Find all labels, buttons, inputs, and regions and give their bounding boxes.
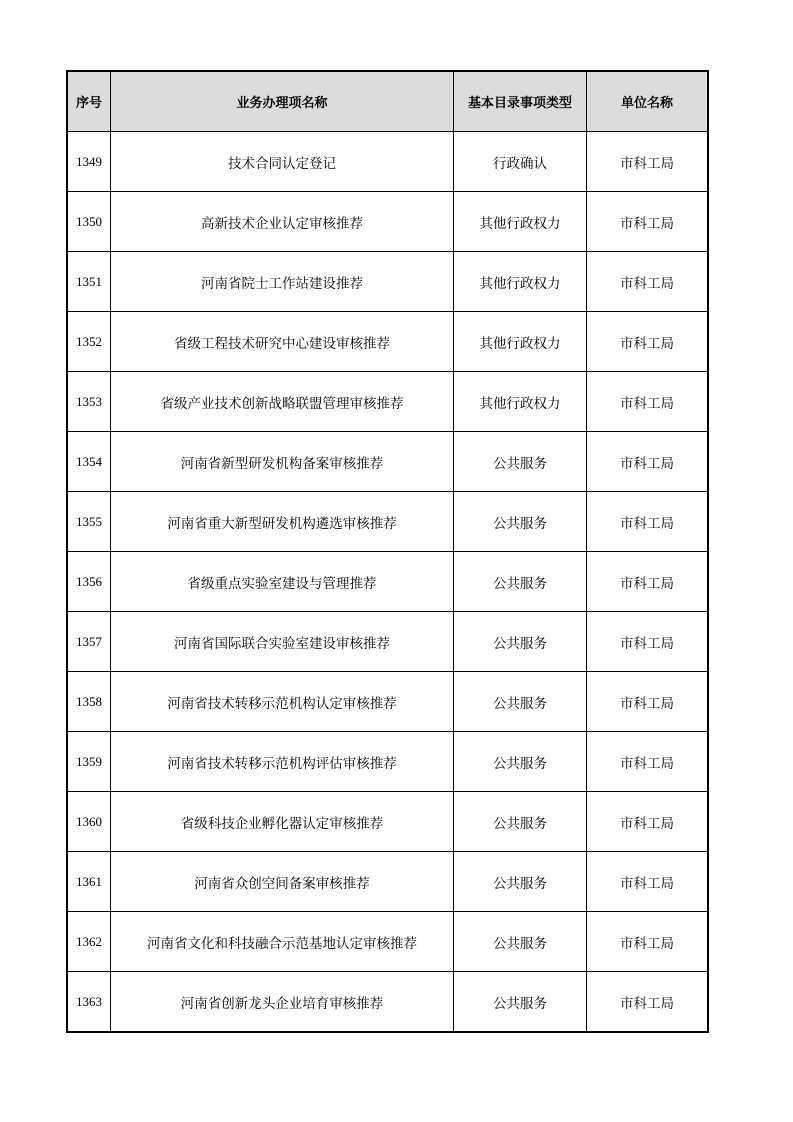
header-item-name: 业务办理项名称: [111, 72, 454, 132]
table-body: [68, 132, 708, 1032]
cell-seq: 1349: [68, 132, 111, 192]
items-table: [67, 71, 708, 1032]
table-row: [68, 792, 708, 852]
header-row: [68, 72, 708, 132]
table-row: [68, 732, 708, 792]
cell-unit-name: 市科工局: [587, 852, 708, 912]
table-row: [68, 612, 708, 672]
cell-seq: 1363: [68, 972, 111, 1032]
table-row: [68, 672, 708, 732]
cell-seq: 1361: [68, 852, 111, 912]
cell-unit-name: 市科工局: [587, 972, 708, 1032]
table-row: [68, 312, 708, 372]
cell-item-type: 其他行政权力: [454, 312, 587, 372]
cell-unit-name: 市科工局: [587, 612, 708, 672]
table-row: [68, 912, 708, 972]
table-row: [68, 852, 708, 912]
cell-unit-name: 市科工局: [587, 732, 708, 792]
cell-item-name: 省级产业技术创新战略联盟管理审核推荐: [111, 372, 454, 432]
cell-item-type: 公共服务: [454, 852, 587, 912]
cell-unit-name: 市科工局: [587, 492, 708, 552]
cell-seq: 1356: [68, 552, 111, 612]
cell-seq: 1358: [68, 672, 111, 732]
cell-item-name: 河南省新型研发机构备案审核推荐: [111, 432, 454, 492]
cell-seq: 1359: [68, 732, 111, 792]
cell-item-type: 公共服务: [454, 492, 587, 552]
cell-item-type: 公共服务: [454, 972, 587, 1032]
cell-seq: 1353: [68, 372, 111, 432]
cell-item-type: 公共服务: [454, 612, 587, 672]
cell-unit-name: 市科工局: [587, 312, 708, 372]
cell-item-name: 河南省众创空间备案审核推荐: [111, 852, 454, 912]
cell-unit-name: 市科工局: [587, 912, 708, 972]
table-header: [68, 72, 708, 132]
header-unit-name: 单位名称: [587, 72, 708, 132]
cell-item-name: 技术合同认定登记: [111, 132, 454, 192]
table-row: [68, 132, 708, 192]
cell-seq: 1355: [68, 492, 111, 552]
table-row: [68, 432, 708, 492]
cell-seq: 1362: [68, 912, 111, 972]
cell-unit-name: 市科工局: [587, 432, 708, 492]
cell-item-name: 河南省创新龙头企业培育审核推荐: [111, 972, 454, 1032]
cell-item-name: 河南省技术转移示范机构评估审核推荐: [111, 732, 454, 792]
cell-seq: 1354: [68, 432, 111, 492]
cell-seq: 1351: [68, 252, 111, 312]
table-row: [68, 972, 708, 1032]
header-seq: 序号: [68, 72, 111, 132]
cell-item-name: 省级重点实验室建设与管理推荐: [111, 552, 454, 612]
cell-seq: 1350: [68, 192, 111, 252]
cell-item-name: 河南省文化和科技融合示范基地认定审核推荐: [111, 912, 454, 972]
cell-item-type: 公共服务: [454, 672, 587, 732]
cell-item-name: 河南省技术转移示范机构认定审核推荐: [111, 672, 454, 732]
cell-item-type: 其他行政权力: [454, 192, 587, 252]
cell-item-type: 公共服务: [454, 912, 587, 972]
cell-unit-name: 市科工局: [587, 672, 708, 732]
table-row: [68, 252, 708, 312]
cell-seq: 1357: [68, 612, 111, 672]
cell-item-name: 省级科技企业孵化器认定审核推荐: [111, 792, 454, 852]
cell-unit-name: 市科工局: [587, 792, 708, 852]
cell-item-type: 其他行政权力: [454, 372, 587, 432]
table-row: [68, 552, 708, 612]
cell-item-name: 河南省院士工作站建设推荐: [111, 252, 454, 312]
cell-item-type: 公共服务: [454, 792, 587, 852]
cell-item-type: 公共服务: [454, 552, 587, 612]
cell-unit-name: 市科工局: [587, 252, 708, 312]
cell-item-name: 高新技术企业认定审核推荐: [111, 192, 454, 252]
cell-item-name: 河南省国际联合实验室建设审核推荐: [111, 612, 454, 672]
document-sheet: [67, 71, 707, 1032]
header-item-type: 基本目录事项类型: [454, 72, 587, 132]
cell-seq: 1352: [68, 312, 111, 372]
cell-seq: 1360: [68, 792, 111, 852]
cell-item-type: 其他行政权力: [454, 252, 587, 312]
cell-item-type: 公共服务: [454, 732, 587, 792]
cell-item-name: 省级工程技术研究中心建设审核推荐: [111, 312, 454, 372]
cell-unit-name: 市科工局: [587, 132, 708, 192]
table-row: [68, 492, 708, 552]
cell-unit-name: 市科工局: [587, 372, 708, 432]
table-row: [68, 192, 708, 252]
cell-unit-name: 市科工局: [587, 192, 708, 252]
cell-unit-name: 市科工局: [587, 552, 708, 612]
cell-item-type: 公共服务: [454, 432, 587, 492]
cell-item-type: 行政确认: [454, 132, 587, 192]
table-row: [68, 372, 708, 432]
cell-item-name: 河南省重大新型研发机构遴选审核推荐: [111, 492, 454, 552]
